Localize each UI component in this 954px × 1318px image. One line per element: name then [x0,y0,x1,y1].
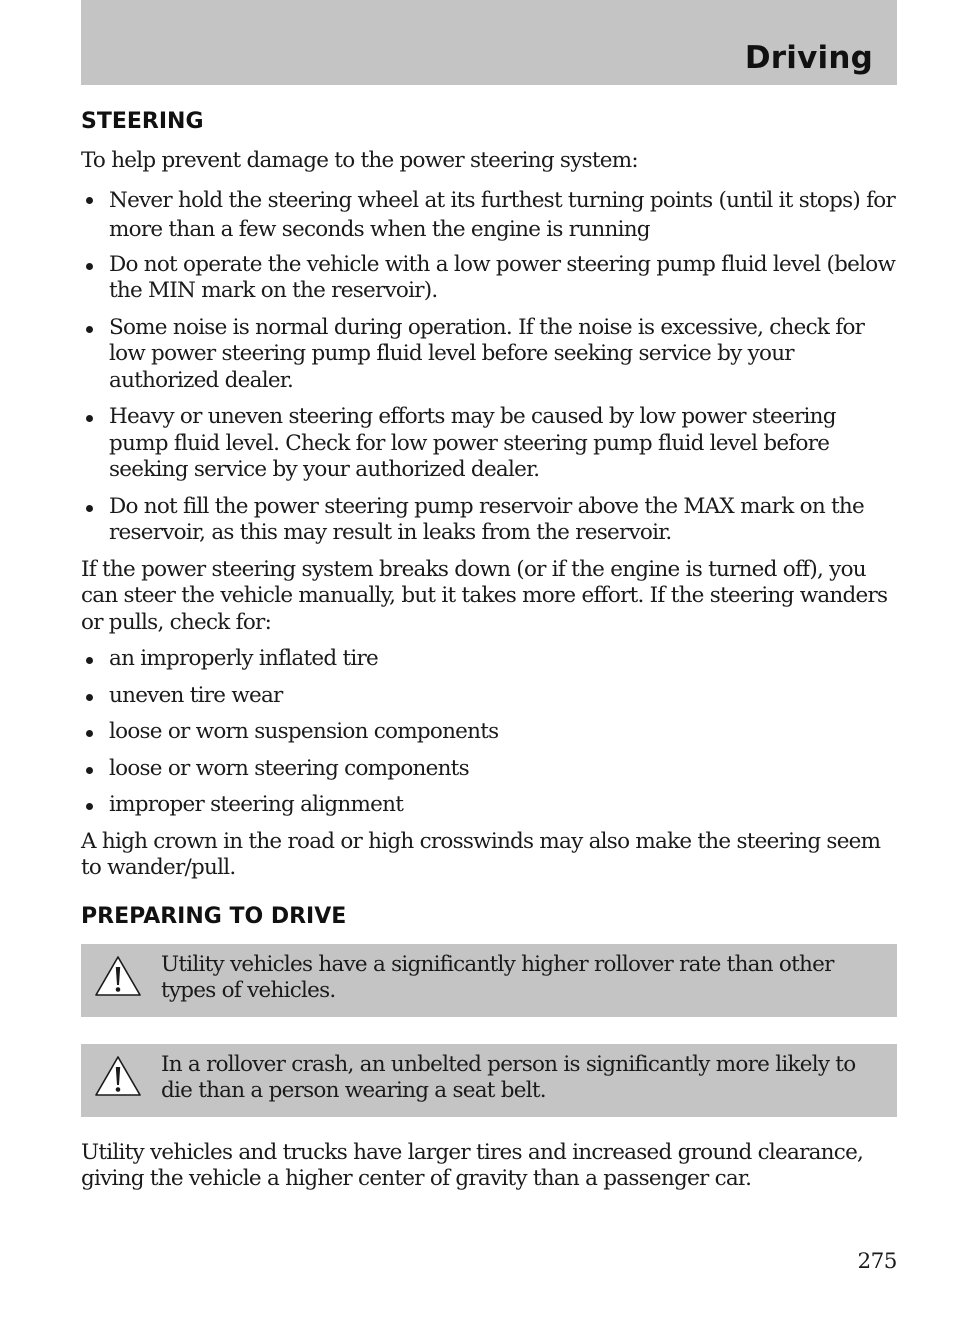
list-item: improper steering alignment [81,792,897,819]
chapter-header-band [81,0,897,85]
page-content [81,107,897,1193]
warning-text: Utility vehicles have a significantly higher rollover rate than other types of vehicles. [161,951,834,1003]
warning-triangle-icon [93,1054,143,1098]
preparing-heading: PREPARING TO DRIVE [81,903,347,929]
steering-precautions-list [81,186,897,547]
list-item: Heavy or uneven steering efforts may be caused by low power steering pump fluid level. Check for low power steering pump fluid level before seeking service by your authorized dealer. [81,404,897,484]
warning-box [81,944,897,1017]
list-item: uneven tire wear [81,683,897,710]
list-item: Do not operate the vehicle with a low power steering pump fluid level (below the MIN mark on the reservoir). [81,252,897,305]
page-number: 275 [857,1249,897,1274]
steering-heading: STEERING [81,109,204,134]
warning-box [81,1044,897,1117]
warning-triangle-icon [93,954,143,998]
list-item: an improperly inflated tire [81,646,897,673]
warning-text: In a rollover crash, an unbelted person is significantly more likely to die than a person wearing a seat belt. [161,1051,856,1103]
center-of-gravity-paragraph: Utility vehicles and trucks have larger tires and increased ground clearance, giving the vehicle a higher center of gravity than a passenger car. [81,1139,864,1191]
steering-intro: To help prevent damage to the power steering system: [81,148,638,173]
chapter-title: Driving [744,40,873,76]
crown-paragraph: A high crown in the road or high crosswinds may also make the steering seem to wander/pull. [81,828,881,880]
list-item: Never hold the steering wheel at its furthest turning points (until it stops) for more than a few seconds when the engine is running [81,186,897,244]
list-item: loose or worn suspension components [81,719,897,746]
list-item: Some noise is normal during operation. If the noise is excessive, check for low power steering pump fluid level before seeking service by your authorized dealer. [81,315,897,395]
list-item: Do not fill the power steering pump reservoir above the MAX mark on the reservoir, as this may result in leaks from the reservoir. [81,494,897,547]
breakdown-paragraph: If the power steering system breaks down (or if the engine is turned off), you can steer the vehicle manually, but it takes more effort. If the steering wanders or pulls, check for: [81,556,888,635]
steering-checks-list [81,646,897,819]
list-item: loose or worn steering components [81,756,897,783]
